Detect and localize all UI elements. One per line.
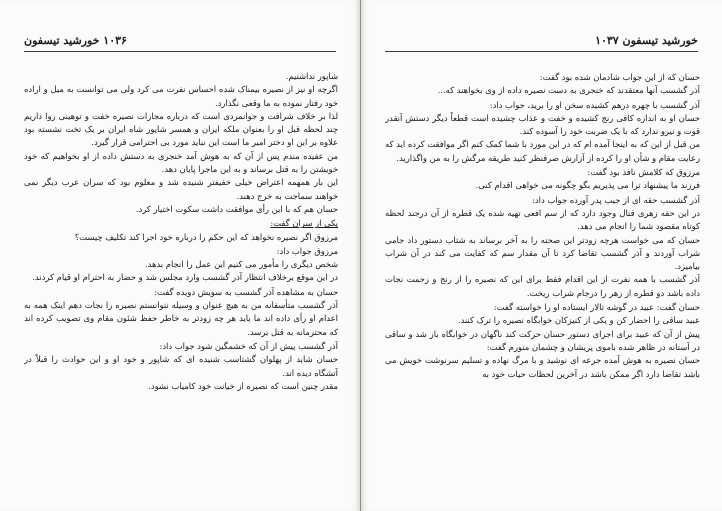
paragraph: حسان هم که با این رأی موافقت داشت سکوت اختیار کرد. bbox=[135, 203, 338, 214]
paragraph: مرزوق جواب داد: bbox=[276, 245, 338, 256]
paragraph: شخص دیگری را مأمور می کنیم این عمل را انجام بدهد. bbox=[144, 259, 338, 270]
paragraph: آذر گشسب با چهره درهم کشیده سخن او را برید، جواب داد: bbox=[489, 99, 700, 110]
paragraph: حسان او به اندازه کافی رنج کشیده و خفت و عذاب چشیده است قطعاً دیگر دستش آنقدر قوت و نیرو ندارد که با یک ضربت خود را آسوده کند. bbox=[385, 112, 700, 137]
paragraph: مقدر چنین است که نصیره از خیانت خود کامیاب نشود. bbox=[148, 380, 338, 391]
paragraph: مرزوق که کلامش نافذ بود گفت: bbox=[587, 167, 700, 178]
paragraph: آذر گشسب پیش از آن که خشمگین شود جواب داد: bbox=[159, 340, 338, 351]
paragraph: لذا بر خلاف شرافت و جوانمردی است که درباره مجازات نصیره خفت و توهینی روا داریم چند لحظه قبل او را بعنوان ملکه ایران و همسر شاپور شاه ایران بر یک تخت نشسته بود علاوه بر این او دختر امیر ما است این نباید مورد بی احترامی قرار گیرد. bbox=[24, 110, 338, 148]
paragraph: آذر گشسب با همه نفرت از این اقدام فقط برای این که نصیره را از رنج و زحمت نجات داده باشد دو قطره از زهر را درجام شراب ریخت. bbox=[385, 274, 700, 298]
paragraph: آذر گشسب حقه ای از جیب پدر آورده جواب داد: bbox=[532, 194, 700, 205]
paragraph: من قبل از این که به اینجا آمده ام که در این مورد با شما کمک کنم اگر موافقت کرده اید که رعایت مقام و شأن او را کرده از آزارش صرفنظر کنید طریقه مرگش را به من واگذارید. bbox=[385, 139, 700, 163]
paragraph: فرزند ما پیشنهاد ترا می پذیریم بگو چگونه می خواهی اقدام کنی. bbox=[475, 180, 700, 191]
right-page-text bbox=[385, 70, 700, 501]
paragraph: در این موقع برخلاف انتظار آذر گشسب وارد مجلس شد و حضار به احترام او قیام کردند. bbox=[32, 272, 338, 283]
paragraph: حسان گفت: عبید در گوشه تالار ایستاده او را خواسته گفت: bbox=[493, 302, 700, 313]
paragraph: حسان که از این جواب شادمان شده بود گفت: bbox=[539, 72, 700, 82]
left-page-text bbox=[24, 70, 338, 501]
paragraph: مرزوق اگر نصیره نخواهد که این حکم را درباره خود اجرا کند تکلیف چیست؟ bbox=[74, 231, 338, 242]
right-page-header bbox=[385, 34, 698, 52]
paragraph: آذر گشسب متأسفانه من به هیچ عنوان و وسیله نتوانستم نصیره را نجات دهم اینک همه به اعدام او رأی داده اند ما باید هر چه زودتر به خاطر حفظ شئون مقام وی تصویب کرده اند که محترمانه به قتل برسد. bbox=[24, 300, 338, 337]
paragraph: شاپور نداشتیم. bbox=[285, 71, 338, 81]
paragraph: حسان که می خواست هرچه زودتر این صحنه را به آخر برساند به شتاب دستور داد جامی شراب آوردند و آذر گشسب تقاضا کرد تا آن مقدار سم که کفایت می کند در آن شراب بیامیزد. bbox=[385, 234, 700, 272]
paragraph: حسان نصیره به هوش آمده جرعه ای نوشید و با مرگ نهاده و تسلیم سرنوشت خویش می باشد تقاضا دارد اگر ممکن باشد در آخرین لحظات حیات خود به bbox=[385, 355, 700, 379]
left-page-header-text: ۱۰۳۶ خورشید تیسفون bbox=[24, 34, 127, 47]
paragraph: این بار همهمه اعتراض خیلی خفیفتر شنیده شد و معلوم بود که سران عرب دیگر نمی خواهند سماجت به خرج دهند. bbox=[24, 177, 338, 201]
paragraph: پیش از آن که عبید برای اجرای دستور حسان حرکت کند ناگهان در خوابگاه باز شد و ساقی در آستانه در ظاهر شده باموی پریشان و چشمان متورم گفت: bbox=[385, 328, 700, 352]
right-page-header-text: خورشید تیسفون ۱۰۳۷ bbox=[595, 34, 698, 47]
paragraph: در این حقه زهری قتال وجود دارد که از سم افعی تهیه شده یک قطره از آن درجند لحظه کوتاه مقصود شما را انجام می دهد. bbox=[385, 207, 700, 232]
paragraph: یکی از سران گفت: bbox=[270, 218, 338, 229]
right-page bbox=[361, 0, 722, 511]
paragraph: حسان شاید از پهلوان گشتاسب شنیده ای که شاپور و خود او و این حوادث را قبلاً در آتشگاه دیده اند. bbox=[24, 354, 338, 378]
paragraph: اگرچه او نیز از نصیره بیمناک شده احساس نفرت می کرد ولی می توانست به میل و اراده خود رفتار نموده به ما وقعی نگذارد. bbox=[24, 84, 338, 108]
left-page-header bbox=[24, 34, 336, 52]
paragraph: آذر گشسب آنها معتقدند که خنجری به دست نصیره داده از وی بخواهند که... bbox=[437, 85, 700, 96]
paragraph: حسان به مشاهده آذر گشسب به سویش دویده گفت: bbox=[154, 286, 338, 297]
paragraph: عبید ساقی را احضار کن و یکی از کنیزکان خوابگاه نصیره را ترک کنند. bbox=[457, 315, 700, 326]
paragraph: من عقیده مندم پس از آن که به هوش آمد خنجری به دستش داده از او بخواهیم که خود خویشتن را به قتل برساند و به این ماجرا پایان دهد. bbox=[24, 150, 338, 175]
